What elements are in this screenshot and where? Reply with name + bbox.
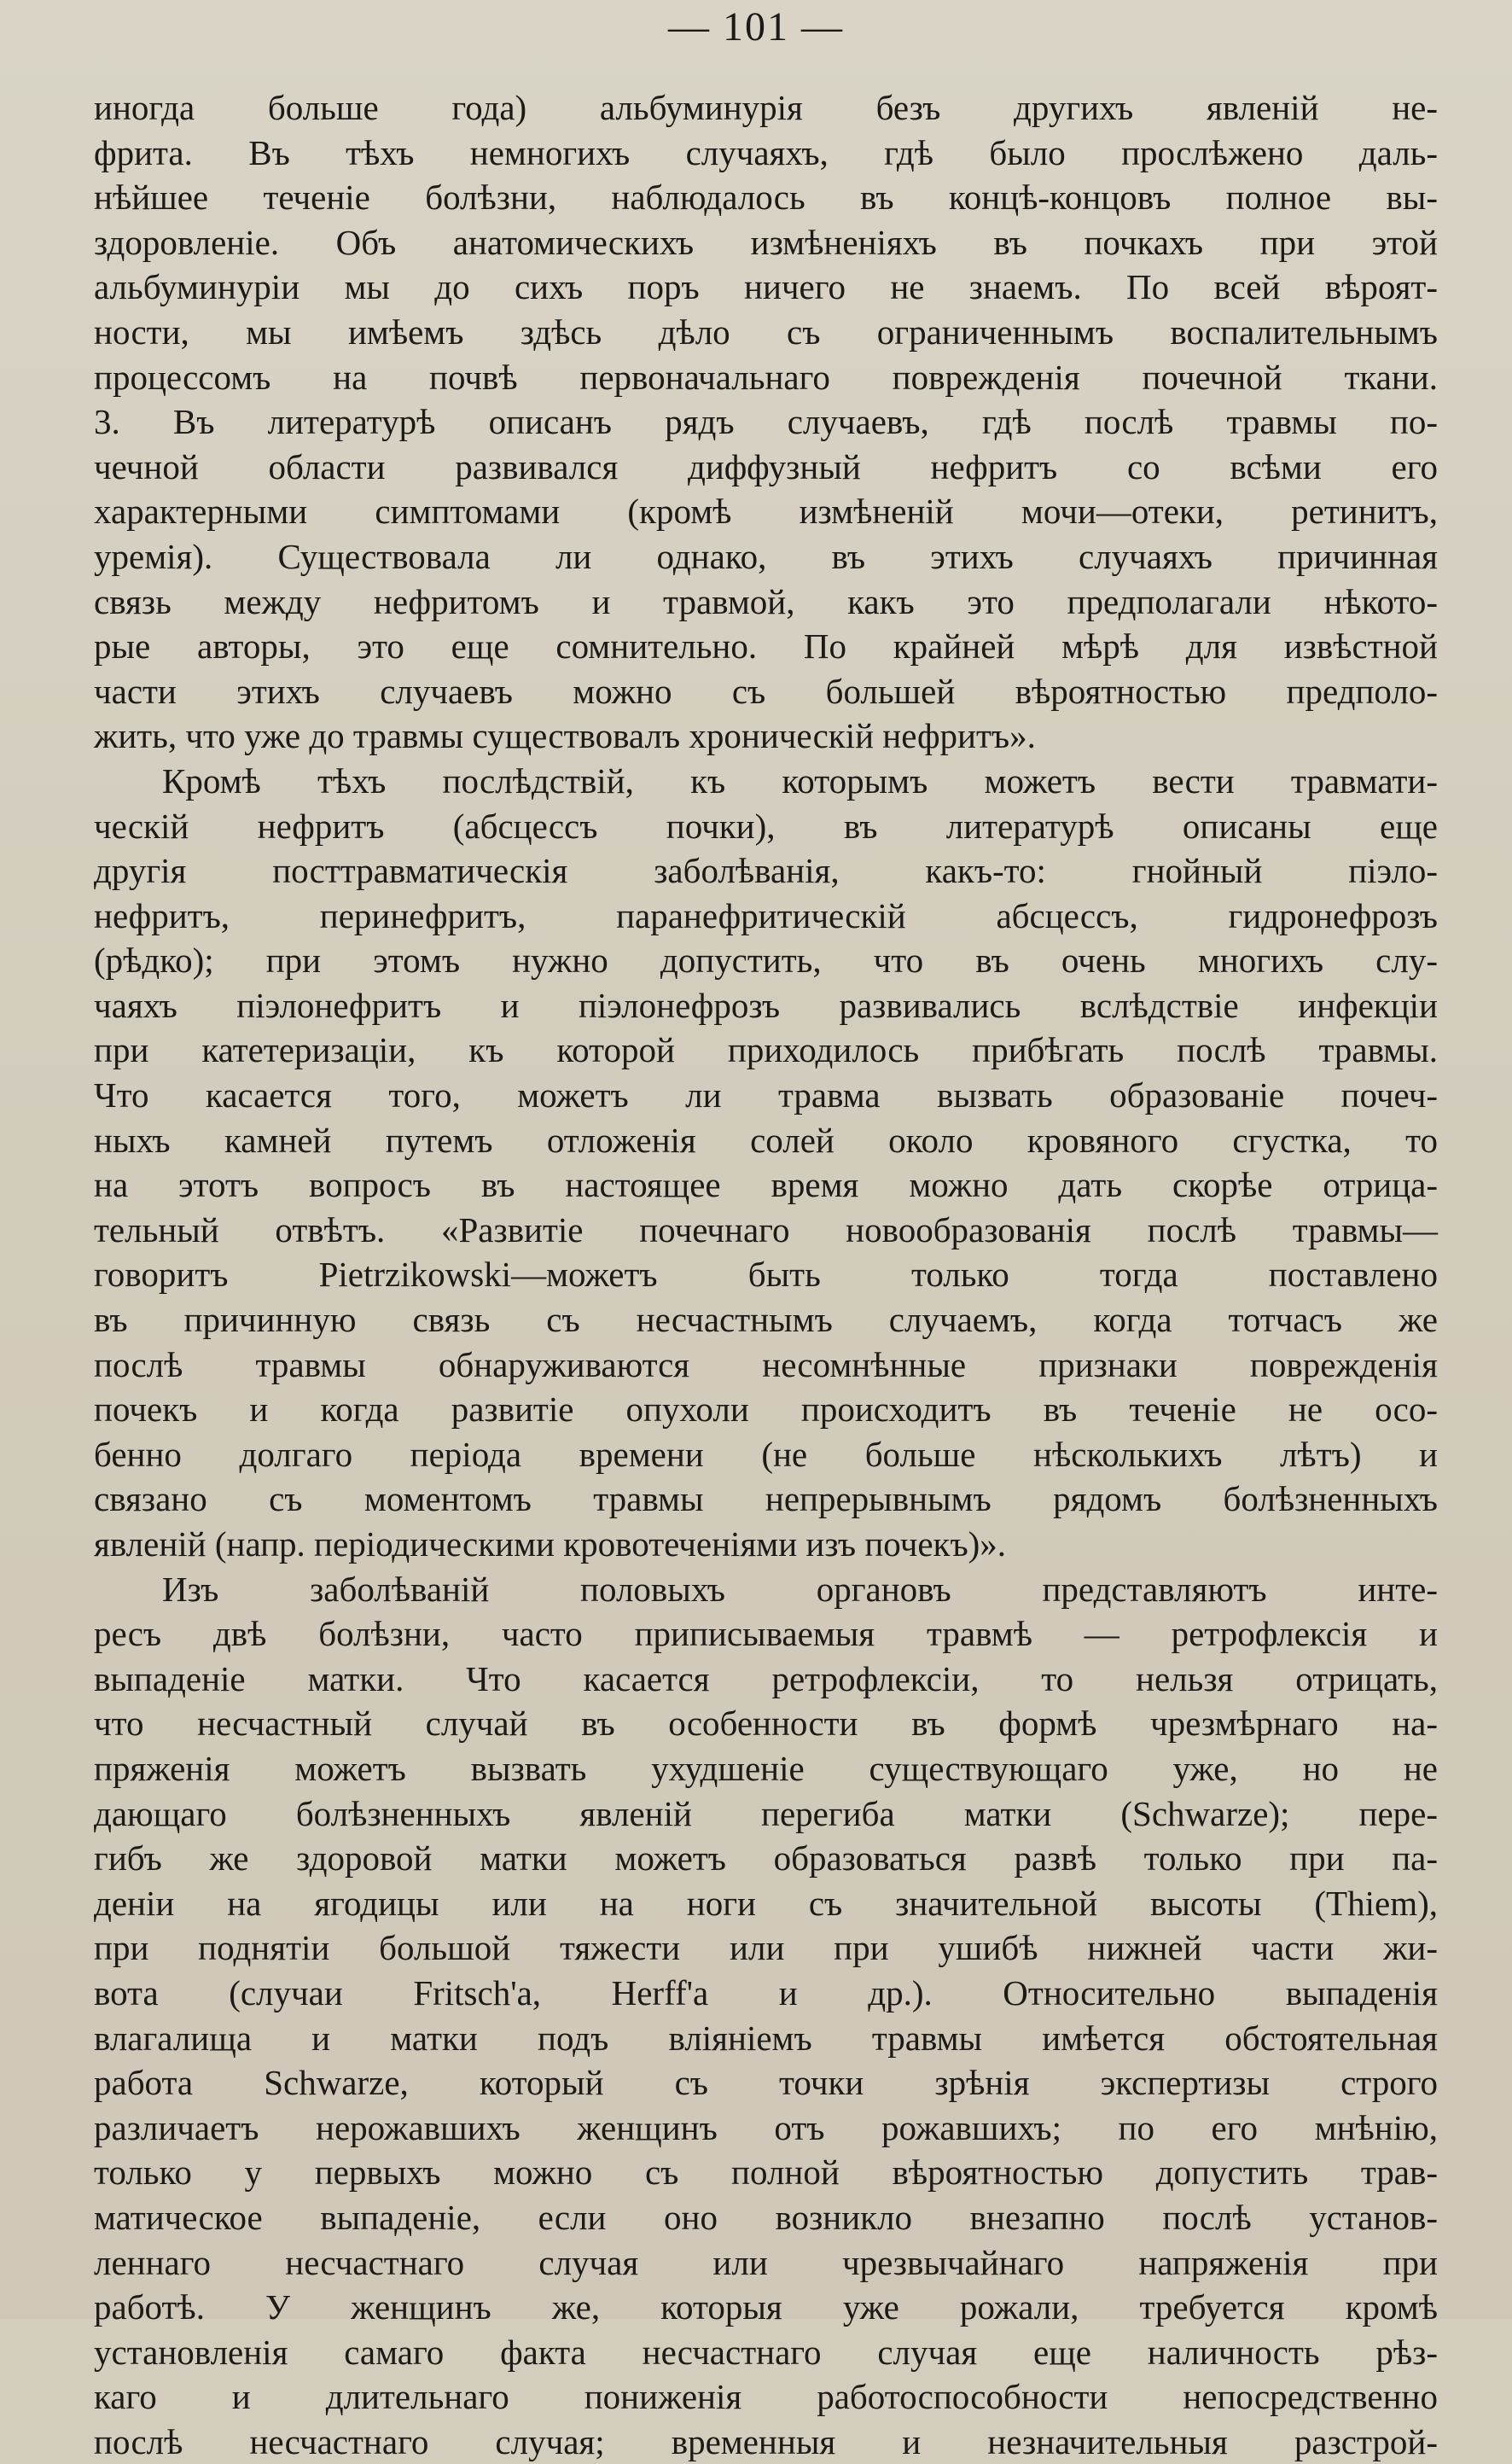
text-line: фрита. Въ тѣхъ немногихъ случаяхъ, гдѣ было прослѣжено даль- bbox=[94, 132, 1438, 172]
text-line: вота (случаи Fritsch'a, Herff'a и др.). Относительно выпаденія bbox=[94, 1972, 1438, 2013]
text-line: нѣйшее теченіе болѣзни, наблюдалось въ концѣ-концовъ полное вы- bbox=[94, 178, 1438, 218]
paragraph-3 bbox=[94, 1567, 1438, 2464]
text-line: другія посттравматическія заболѣванія, какъ-то: гнойный піэло- bbox=[94, 851, 1438, 891]
text-line: Изъ заболѣваній половыхъ органовъ представляютъ инте- bbox=[162, 1569, 1438, 1609]
text-line: въ причинную связь съ несчастнымъ случаемъ, когда тотчасъ же bbox=[94, 1300, 1438, 1340]
text-line: при катетеризаціи, къ которой приходилось прибѣгать послѣ травмы. bbox=[94, 1030, 1438, 1070]
page-text bbox=[94, 85, 1438, 2464]
text-line: пряженія можетъ вызвать ухудшеніе существующаго уже, но не bbox=[94, 1748, 1438, 1788]
text-line: послѣ травмы обнаруживаются несомнѣнные признаки поврежденія bbox=[94, 1344, 1438, 1384]
text-line: Кромѣ тѣхъ послѣдствій, къ которымъ можетъ вести травмати- bbox=[162, 760, 1438, 801]
text-line: чаяхъ піэлонефритъ и піэлонефрозъ развивались вслѣдствіе инфекціи bbox=[94, 985, 1438, 1025]
page-number: — 101 — bbox=[668, 4, 844, 50]
text-line: при поднятіи большой тяжести или при ушибѣ нижней части жи- bbox=[94, 1928, 1438, 1968]
text-line: различаетъ нерожавшихъ женщинъ отъ рожавшихъ; по его мнѣнію, bbox=[94, 2107, 1438, 2147]
text-line: на этотъ вопросъ въ настоящее время можно дать скорѣе отрица- bbox=[94, 1165, 1438, 1205]
text-line: говоритъ Pietrzikowski—можетъ быть только тогда поставлено bbox=[94, 1255, 1438, 1295]
text-line: только у первыхъ можно съ полной вѣроятностью допустить трав- bbox=[94, 2152, 1438, 2193]
text-line: матическое выпаденіе, если оно возникло внезапно послѣ установ- bbox=[94, 2197, 1438, 2237]
text-line: (рѣдко); при этомъ нужно допустить, что въ очень многихъ слу- bbox=[94, 941, 1438, 981]
text-line: здоровленіе. Объ анатомическихъ измѣненіяхъ въ почкахъ при этой bbox=[94, 222, 1438, 262]
text-line: жить, что уже до травмы существовалъ хроническій нефритъ». bbox=[94, 716, 1036, 756]
text-line: установленія самаго факта несчастнаго случая еще наличность рѣз- bbox=[94, 2332, 1438, 2372]
paragraph-2 bbox=[94, 759, 1438, 1567]
text-line: 3. Въ литературѣ описанъ рядъ случаевъ, гдѣ послѣ травмы по- bbox=[94, 402, 1438, 442]
text-line: части этихъ случаевъ можно съ большей вѣроятностью предполо- bbox=[94, 671, 1438, 711]
text-line: гибъ же здоровой матки можетъ образоваться развѣ только при па- bbox=[94, 1838, 1438, 1879]
text-line: почекъ и когда развитіе опухоли происходитъ въ теченіе не осо- bbox=[94, 1389, 1438, 1430]
text-line: ресъ двѣ болѣзни, часто приписываемыя травмѣ — ретрофлексія и bbox=[94, 1614, 1438, 1654]
text-line: ности, мы имѣемъ здѣсь дѣло съ ограниченнымъ воспалительнымъ bbox=[94, 312, 1438, 352]
text-line: связано съ моментомъ травмы непрерывнымъ рядомъ болѣзненныхъ bbox=[94, 1479, 1438, 1519]
text-line: процессомъ на почвѣ первоначальнаго поврежденія почечной ткани. bbox=[94, 357, 1438, 397]
text-line: леннаго несчастнаго случая или чрезвычайнаго напряженія при bbox=[94, 2242, 1438, 2282]
text-line: явленій (напр. періодическими кровотеченіями изъ почекъ)». bbox=[94, 1524, 1007, 1564]
text-line: каго и длительнаго пониженія работоспособности непосредственно bbox=[94, 2377, 1438, 2417]
text-line: чечной области развивался диффузный нефритъ со всѣми его bbox=[94, 446, 1438, 486]
text-line: работа Schwarze, который съ точки зрѣнія экспертизы строго bbox=[94, 2063, 1438, 2103]
text-line: уремія). Существовала ли однако, въ этихъ случаяхъ причинная bbox=[94, 536, 1438, 576]
text-line: что несчастный случай въ особенности въ формѣ чрезмѣрнаго на- bbox=[94, 1704, 1438, 1744]
text-line: связь между нефритомъ и травмой, какъ это предполагали нѣкото- bbox=[94, 581, 1438, 621]
text-line: бенно долгаго періода времени (не больше нѣсколькихъ лѣтъ) и bbox=[94, 1434, 1438, 1474]
text-line: нефритъ, перинефритъ, паранефритическій абсцессъ, гидронефрозъ bbox=[94, 895, 1438, 935]
text-line: деніи на ягодицы или на ноги съ значительной высоты (Thiem), bbox=[94, 1883, 1438, 1923]
text-line: дающаго болѣзненныхъ явленій перегиба матки (Schwarze); пере- bbox=[94, 1793, 1438, 1833]
text-line: иногда больше года) альбуминурія безъ другихъ явленій не- bbox=[94, 88, 1438, 127]
paragraph-1 bbox=[94, 85, 1438, 759]
text-line: Что касается того, можетъ ли травма вызвать образованіе почеч- bbox=[94, 1075, 1438, 1115]
text-line: влагалища и матки подъ вліяніемъ травмы имѣется обстоятельная bbox=[94, 2018, 1438, 2058]
text-line: тельный отвѣтъ. «Развитіе почечнаго новообразованія послѣ травмы— bbox=[94, 1209, 1438, 1249]
text-line: послѣ несчастнаго случая; временныя и незначительныя разстрой- bbox=[94, 2421, 1438, 2461]
text-line: работѣ. У женщинъ же, которыя уже рожали, требуется кромѣ bbox=[94, 2287, 1438, 2327]
text-line: ныхъ камней путемъ отложенія солей около кровяного сгустка, то bbox=[94, 1120, 1438, 1160]
text-line: выпаденіе матки. Что касается ретрофлексіи, то нельзя отрицать, bbox=[94, 1658, 1438, 1698]
text-line: альбуминуріи мы до сихъ поръ ничего не знаемъ. По всей вѣроят- bbox=[94, 267, 1438, 307]
text-line: рые авторы, это еще сомнительно. По крайней мѣрѣ для извѣстной bbox=[94, 626, 1438, 667]
text-line: характерными симптомами (кромѣ измѣненій мочи—отеки, ретинитъ, bbox=[94, 492, 1438, 532]
text-line: ческій нефритъ (абсцессъ почки), въ литературѣ описаны еще bbox=[94, 806, 1438, 846]
